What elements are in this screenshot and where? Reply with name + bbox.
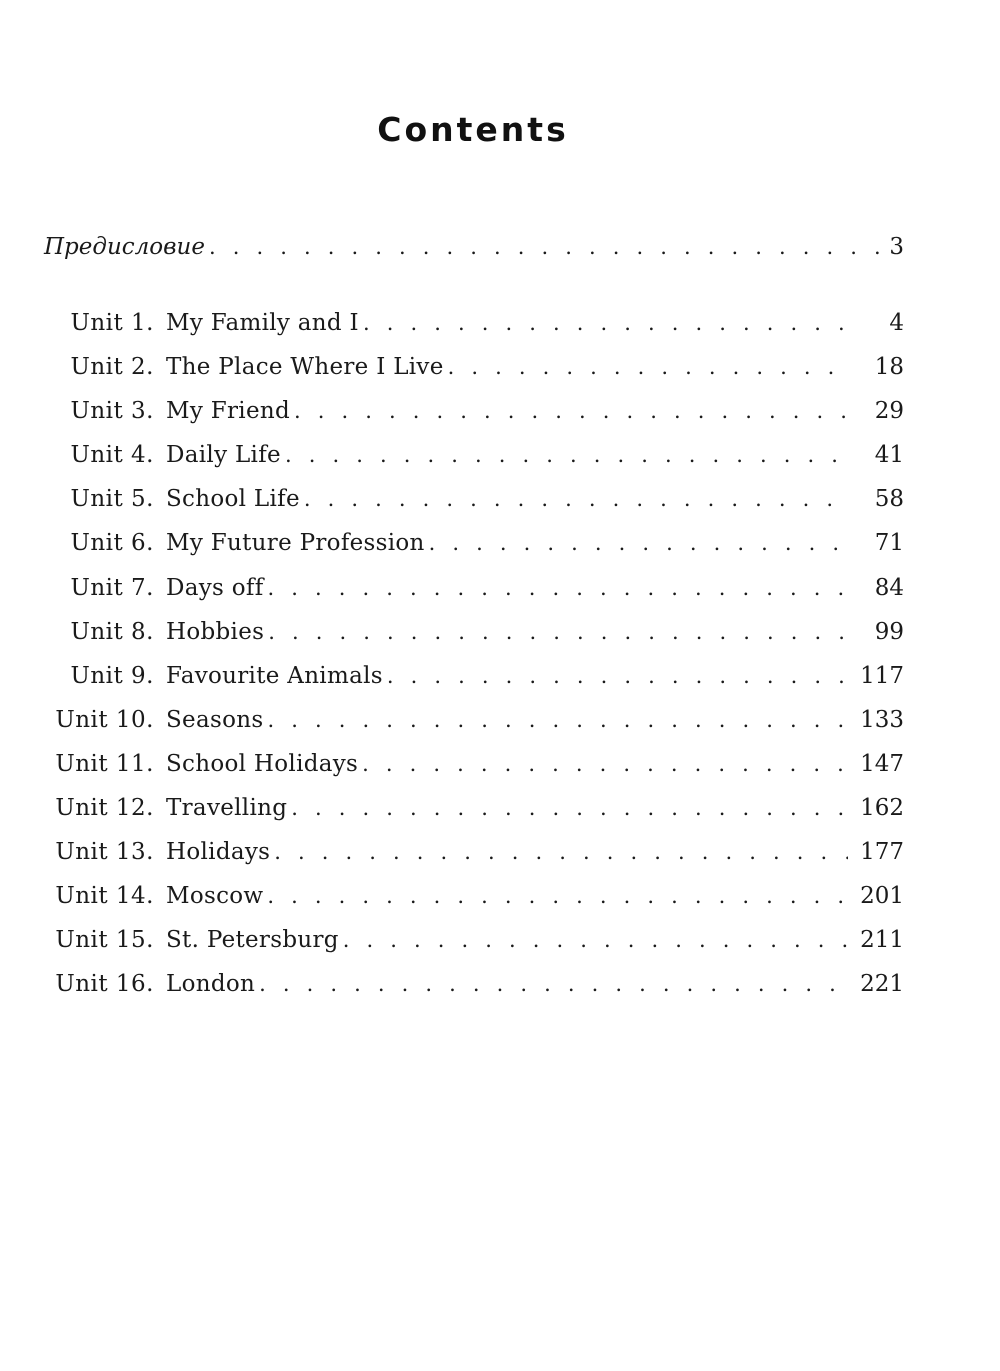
page-number: 18 xyxy=(874,354,904,381)
unit-title: Travelling xyxy=(166,795,288,822)
unit-label: Unit 7. xyxy=(70,574,154,601)
dot-leader xyxy=(267,884,848,908)
unit-title: Seasons xyxy=(166,706,264,733)
page-number: 162 xyxy=(860,795,904,822)
page-number: 71 xyxy=(874,530,904,557)
page-number: 99 xyxy=(874,618,904,645)
unit-label: Unit 5. xyxy=(70,486,154,513)
dot-leader xyxy=(363,311,848,335)
dot-leader xyxy=(304,487,848,511)
unit-title: School Holidays xyxy=(166,750,359,777)
toc-entry xyxy=(50,354,904,398)
dot-leader xyxy=(274,840,848,864)
unit-title: Days off xyxy=(166,574,264,601)
dot-leader xyxy=(387,664,848,688)
unit-title: Hobbies xyxy=(166,618,265,645)
unit-title: My Family and I xyxy=(166,310,359,336)
toc-entry xyxy=(50,310,904,354)
dot-leader xyxy=(429,531,848,555)
toc-entry xyxy=(50,398,904,442)
page-number: 41 xyxy=(874,442,904,469)
toc-entry xyxy=(50,883,904,927)
dot-leader xyxy=(285,443,848,467)
page-number: 58 xyxy=(874,486,904,513)
unit-label: Unit 8. xyxy=(70,618,154,645)
unit-label: Unit 1. xyxy=(70,310,154,336)
unit-title: Daily Life xyxy=(166,442,281,469)
unit-label: Unit 15. xyxy=(55,927,154,954)
toc-entry xyxy=(50,530,904,574)
unit-label: Unit 9. xyxy=(70,662,154,689)
unit-title: School Life xyxy=(166,486,300,513)
toc-entry xyxy=(50,663,904,707)
preface-page-number: 3 xyxy=(889,234,904,260)
dot-leader xyxy=(294,399,848,423)
unit-label: Unit 13. xyxy=(55,839,154,866)
table-of-contents xyxy=(50,310,904,1016)
unit-label: Unit 2. xyxy=(70,354,154,381)
preface-title: Предисловие xyxy=(44,234,205,260)
toc-entry xyxy=(50,751,904,795)
page-number: 221 xyxy=(860,971,904,998)
page-title: Contents xyxy=(377,110,569,149)
unit-label: Unit 4. xyxy=(70,442,154,469)
unit-label: Unit 11. xyxy=(55,750,154,777)
toc-entry xyxy=(50,971,904,1015)
unit-title: My Future Profession xyxy=(166,530,425,557)
unit-title: St. Petersburg xyxy=(166,927,339,954)
unit-title: London xyxy=(166,971,256,998)
page-number: 147 xyxy=(860,750,904,777)
page-number: 177 xyxy=(860,839,904,866)
dot-leader xyxy=(267,708,848,732)
unit-label: Unit 14. xyxy=(55,883,154,910)
unit-title: Moscow xyxy=(166,883,264,910)
page-number: 133 xyxy=(860,706,904,733)
unit-title: Holidays xyxy=(166,839,271,866)
page-number: 201 xyxy=(860,883,904,910)
unit-title: The Place Where I Live xyxy=(166,354,444,381)
toc-entry xyxy=(50,575,904,619)
page-number: 29 xyxy=(874,398,904,425)
toc-entry-preface xyxy=(44,234,904,268)
dot-leader xyxy=(209,235,880,259)
unit-label: Unit 3. xyxy=(70,398,154,425)
unit-title: My Friend xyxy=(166,398,291,425)
toc-entry xyxy=(50,795,904,839)
unit-label: Unit 16. xyxy=(55,971,154,998)
toc-entry xyxy=(50,927,904,971)
toc-entry xyxy=(50,707,904,751)
unit-label: Unit 10. xyxy=(55,706,154,733)
toc-entry xyxy=(50,442,904,486)
unit-title: Favourite Animals xyxy=(166,662,383,689)
unit-label: Unit 6. xyxy=(70,530,154,557)
dot-leader xyxy=(343,928,848,952)
dot-leader xyxy=(268,620,848,644)
toc-entry xyxy=(50,619,904,663)
dot-leader xyxy=(448,355,848,379)
dot-leader xyxy=(291,796,848,820)
dot-leader xyxy=(259,972,848,996)
dot-leader xyxy=(362,752,848,776)
toc-entry xyxy=(50,486,904,530)
page-number: 84 xyxy=(874,574,904,601)
page-number: 117 xyxy=(860,662,904,689)
page-number: 4 xyxy=(889,310,904,336)
unit-label: Unit 12. xyxy=(55,795,154,822)
page-number: 211 xyxy=(860,927,904,954)
dot-leader xyxy=(268,576,848,600)
toc-entry xyxy=(50,839,904,883)
